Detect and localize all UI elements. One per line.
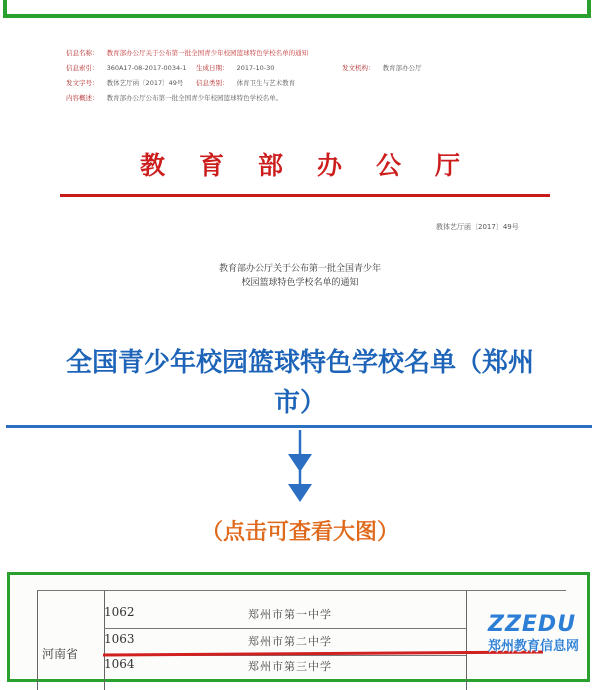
table-cell-school: 郑州市第三中学 bbox=[248, 660, 332, 673]
document-number: 教体艺厅函〔2017〕49号 bbox=[436, 223, 519, 231]
click-to-enlarge-link[interactable]: （点击可查看大图） bbox=[200, 520, 399, 545]
info-label: 信息类别： bbox=[196, 79, 229, 87]
table-border bbox=[37, 590, 566, 591]
table-border bbox=[104, 628, 466, 629]
down-arrow-icon bbox=[285, 430, 315, 510]
ministry-header: 教育部办公厅 bbox=[139, 151, 494, 180]
table-cell-number: 1064 bbox=[104, 657, 135, 671]
info-value: 教育部办公厅 bbox=[382, 64, 422, 72]
watermark-site-name: 郑州教育信息网 bbox=[488, 639, 580, 654]
table-cell-school: 郑州市第二中学 bbox=[248, 635, 332, 648]
top-green-frame bbox=[3, 0, 591, 18]
notice-title bbox=[0, 262, 600, 290]
info-value: 教育部办公厅关于公布第一批全国青少年校园篮球特色学校名单的通知 bbox=[106, 49, 309, 57]
red-divider bbox=[60, 194, 550, 197]
info-label: 信息索引： bbox=[66, 64, 99, 72]
info-row-summary bbox=[66, 91, 536, 106]
info-value: 360A17-08-2017-0034-1 bbox=[106, 64, 187, 72]
table-cell-number: 1063 bbox=[104, 632, 135, 646]
info-value: 2017-10-30 bbox=[236, 64, 275, 72]
table-border bbox=[466, 590, 467, 690]
table-cell-school: 郑州市第一中学 bbox=[248, 608, 332, 621]
info-row-number bbox=[66, 76, 536, 91]
list-banner-title bbox=[0, 343, 600, 423]
info-row-index bbox=[66, 61, 536, 76]
banner-line: 市） bbox=[273, 388, 326, 418]
table-cell-number: 1062 bbox=[104, 605, 135, 619]
blue-divider bbox=[6, 425, 592, 428]
info-label: 内容概述： bbox=[66, 94, 99, 102]
watermark-logo: ZZEDU bbox=[488, 612, 577, 637]
info-label: 发文字号： bbox=[66, 79, 99, 87]
info-label: 生成日期： bbox=[196, 64, 229, 72]
info-label: 发文机构： bbox=[342, 64, 375, 72]
info-row-title bbox=[66, 46, 536, 61]
notice-title-line: 校园篮球特色学校名单的通知 bbox=[241, 278, 359, 288]
info-value: 教育部办公厅公布第一批全国青少年校园篮球特色学校名单。 bbox=[106, 94, 283, 102]
info-label: 信息名称： bbox=[66, 49, 99, 57]
info-value: 体育卫生与艺术教育 bbox=[236, 79, 296, 87]
banner-line: 全国青少年校园篮球特色学校名单（郑州 bbox=[65, 348, 534, 378]
info-value: 教体艺厅函〔2017〕49号 bbox=[106, 79, 184, 87]
notice-title-line: 教育部办公厅关于公布第一批全国青少年 bbox=[218, 264, 381, 274]
document-info-block bbox=[66, 46, 536, 106]
site-watermark bbox=[488, 612, 598, 672]
table-cell-province: 河南省 bbox=[42, 647, 79, 661]
table-border bbox=[37, 590, 38, 690]
